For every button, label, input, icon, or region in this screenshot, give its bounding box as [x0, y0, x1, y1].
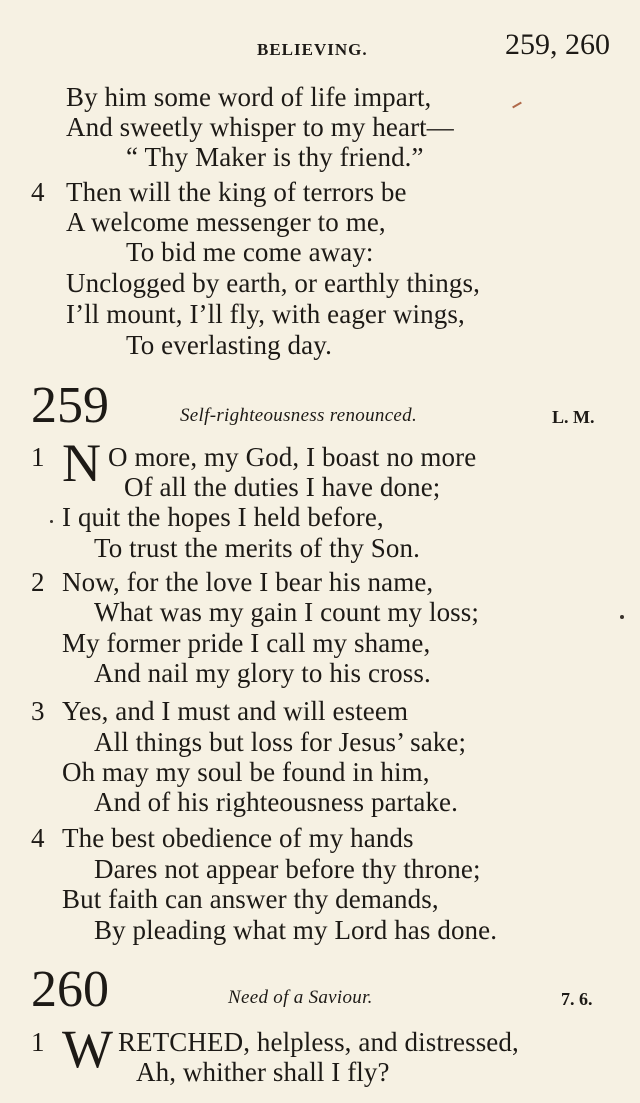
verse-line: Unclogged by earth, or earthly things,: [66, 268, 480, 298]
verse-line: My former pride I call my shame,: [62, 628, 431, 658]
verse-line: Then will the king of terrors be: [66, 177, 407, 207]
ink-speck: [512, 102, 522, 109]
hymn-title: Need of a Saviour.: [228, 987, 373, 1008]
running-header-section: BELIEVING.: [257, 40, 368, 59]
hymn-meter: L. M.: [552, 407, 595, 427]
verse-line: To trust the merits of thy Son.: [94, 533, 420, 563]
ink-speck: [620, 615, 624, 619]
verse-line: Dares not appear before thy throne;: [94, 854, 481, 884]
verse-line: What was my gain I count my loss;: [94, 597, 479, 627]
verse-line: A welcome messenger to me,: [66, 207, 386, 237]
verse-line: And of his righteousness partake.: [94, 787, 458, 817]
verse-line: Of all the duties I have done;: [124, 472, 441, 502]
drop-cap-letter: W: [62, 1019, 113, 1079]
verse-line: RETCHED, helpless, and distressed,: [118, 1027, 519, 1057]
verse-line: By pleading what my Lord has done.: [94, 915, 498, 945]
drop-cap-letter: N: [62, 433, 101, 493]
verse-line: “ Thy Maker is thy friend.”: [126, 142, 424, 172]
hymn-title: Self-righteousness renounced.: [180, 405, 418, 426]
verse-line: To everlasting day.: [126, 330, 332, 360]
verse-line: All things but loss for Jesus’ sake;: [94, 727, 467, 757]
verse-line: Now, for the love I bear his name,: [62, 567, 434, 597]
verse-number: 2: [31, 567, 45, 597]
verse-line: O more, my God, I boast no more: [108, 442, 477, 472]
verse-line: Oh may my soul be found in him,: [62, 757, 430, 787]
hymn-number: 260: [31, 961, 109, 1018]
verse-number: 3: [31, 696, 45, 726]
verse-line: And nail my glory to his cross.: [94, 658, 431, 688]
verse-number: 1: [31, 442, 45, 472]
hymn-meter: 7. 6.: [561, 989, 593, 1009]
verse-line: But faith can answer thy demands,: [62, 884, 439, 914]
verse-line: Yes, and I must and will esteem: [62, 696, 409, 726]
verse-line: Ah, whither shall I fly?: [136, 1057, 390, 1087]
verse-line: I quit the hopes I held before,: [62, 502, 384, 532]
verse-line: By him some word of life impart,: [66, 82, 432, 112]
verse-number: 4: [31, 177, 45, 207]
hymn-number: 259: [31, 377, 109, 434]
verse-line: I’ll mount, I’ll fly, with eager wings,: [66, 299, 465, 329]
running-header-page-numbers: 259, 260: [505, 28, 610, 61]
verse-number: 1: [31, 1027, 45, 1057]
verse-number: 4: [31, 823, 45, 853]
ink-speck: [50, 520, 53, 523]
verse-line: To bid me come away:: [126, 237, 374, 267]
verse-line: The best obedience of my hands: [62, 823, 414, 853]
verse-line: And sweetly whisper to my heart—: [66, 112, 454, 142]
